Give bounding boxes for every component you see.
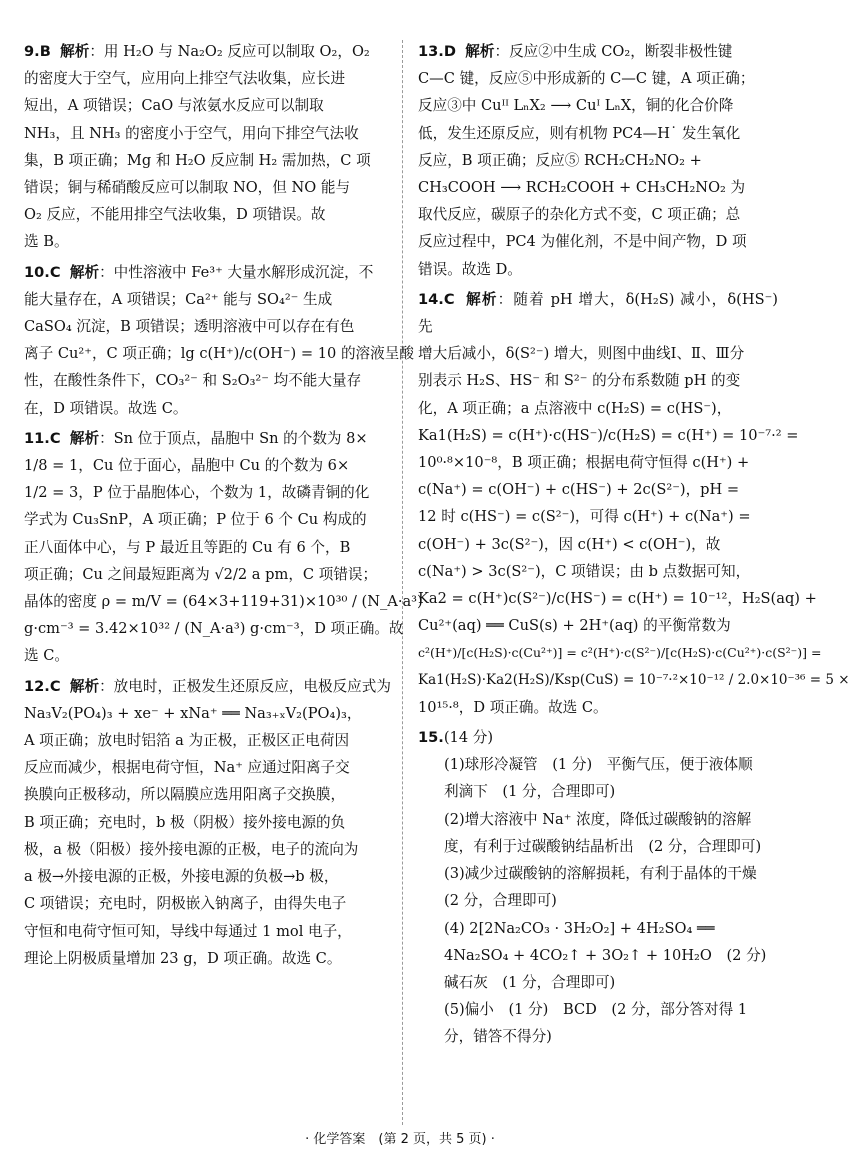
answer-line: (2 分，合理即可) — [444, 892, 557, 910]
answer-line: 反应③中 Cuᴵᴵ LₙX₂ ⟶ Cuᴵ LₙX，铜的化合价降 — [418, 97, 734, 115]
answer-line: 换膜向正极移动，所以隔膜应选用阳离子交换膜， — [24, 786, 346, 804]
question-number: 14.C — [418, 290, 455, 308]
answer-line: 极，a 极（阳极）接外接电源的正极，电子的流向为 — [24, 840, 359, 858]
answer-line: Na₃V₂(PO₄)₃ + xe⁻ + xNa⁺ ══ Na₃₊ₓV₂(PO₄)₃， — [24, 704, 362, 722]
answer-12: 12.C 解析：放电时，正极发生还原反应，电极反应式为 Na₃V₂(PO₄)₃ + xe⁻ + xNa⁺ ══ Na₃₊ₓV₂(PO₄)₃， A 项正确；放电时铝箔 a 为正极，正极区正电荷因 反应而减少，根据电荷守恒，Na⁺ 应通过阳离子交 换膜向正极移动，所以隔膜应选用阳离子交换膜， B 项正确；充电时，b 极（阴极）接外接电源的负 极，a 极（阳极）接外接电源的正极，电子的流向为 a 极→外接电源的正极，外接电源的负极→b 极， C 项错误；充电时，阴极嵌入钠离子，由得失电子 守恒和电荷守恒可知，导线中每通过 1 mol 电子， 理论上阴极质量增加 23 g，D 项正确。故选 C。 — [24, 673, 392, 972]
answer-line: 利滴下 (1 分，合理即可) — [444, 783, 616, 801]
answer-line: (3)减少过碳酸钠的溶解损耗，有利于晶体的干燥 — [444, 865, 757, 883]
answer-line: 低，发生还原反应，则有机物 PC4—H˙ 发生氧化 — [418, 124, 741, 142]
answer-line: Ka2 = c(H⁺)c(S²⁻)/c(HS⁻) = c(H⁺) = 10⁻¹²，H₂S(aq) + — [418, 590, 817, 608]
answer-line: (2)增大溶液中 Na⁺ 浓度，降低过碳酸钠的溶解 — [444, 810, 752, 828]
answer-line: A 项正确；放电时铝箔 a 为正极，正极区正电荷因 — [24, 732, 350, 750]
analysis-label: 解析 — [466, 290, 498, 308]
answer-line: (4) 2[2Na₂CO₃ · 3H₂O₂] + 4H₂SO₄ ══ — [444, 919, 715, 937]
answer-9: 9.B 解析：用 H₂O 与 Na₂O₂ 反应可以制取 O₂，O₂ 的密度大于空气，应用向上排空气法收集，应长进 短出，A 项错误；CaO 与浓氨水反应可以制取 NH₃，且 NH₃ 的密度小于空气，用向下排空气法收 集，B 项正确；Mg 和 H₂O 反应制 H₂ 需加热，C 项 错误；铜与稀硝酸反应可以制取 NO，但 NO 能与 O₂ 反应，不能用排空气法收集，D 项错误。故 选 B。 — [24, 38, 392, 256]
answer-line: 放电时，正极发生还原反应，电极反应式为 — [113, 677, 391, 695]
answer-line: 短出，A 项错误；CaO 与浓氨水反应可以制取 — [24, 97, 324, 115]
answer-line: 晶体的密度 ρ = m/V = (64×3+119+31)×10³⁰ / (N_A·a³) — [24, 593, 423, 611]
answer-line: 正八面体中心，与 P 最近且等距的 Cu 有 6 个，B — [24, 538, 351, 556]
answer-line: 化，A 项正确；a 点溶液中 c(H₂S) = c(HS⁻)， — [418, 399, 732, 417]
answer-line: CH₃COOH ⟶ RCH₂COOH + CH₃CH₂NO₂ 为 — [418, 179, 746, 197]
answer-14: 14.C 解析：随着 pH 增大，δ(H₂S) 减小，δ(HS⁻) 先 增大后减小，δ(S²⁻) 增大，则图中曲线Ⅰ、Ⅱ、Ⅲ分 别表示 H₂S、HS⁻ 和 S²⁻ 的分布系数随 pH 的变 化，A 项正确；a 点溶液中 c(H₂S) = c(HS⁻)， Ka1(H₂S) = c(H⁺)·c(HS⁻)/c(H₂S) = c(H⁺) = 10⁻⁷·² = 10⁰·⁸×10⁻⁸，B 项正确；根据电荷守恒得 c(H⁺) + c(Na⁺) = c(OH⁻) + c(HS⁻) + 2c(S²⁻)，pH = 12 时 c(HS⁻) = c(S²⁻)，可得 c(H⁺) + c(Na⁺) = c(OH⁻) + 3c(S²⁻)，因 c(H⁺) < c(OH⁻)，故 c(Na⁺) > 3c(S²⁻)，C 项错误；由 b 点数据可知， Ka2 = c(H⁺)c(S²⁻)/c(HS⁻) = c(H⁺) = 10⁻¹²，H₂S(aq) + Cu²⁺(aq) ══ CuS(s) + 2H⁺(aq) 的平衡常数为 c²(H⁺)/[c(H₂S)·c(Cu²⁺)] = c²(H⁺)·c(S²⁻)/[c(H₂S)·c(Cu²⁺)·c(S²⁻)] = Ka1(H₂S)·Ka2(H₂S)/Ksp(CuS) = 10⁻⁷·²×10⁻¹² / 2.0×10⁻³⁶ = 5 × 10¹⁵·⁸，D 项正确。故选 C。 — [418, 286, 778, 721]
answer-line: 碱石灰 (1 分，合理即可) — [444, 973, 616, 991]
answer-line: 在，D 项错误。故选 C。 — [24, 399, 188, 417]
score-label: (14 分) — [443, 729, 494, 747]
answer-line: 12 时 c(HS⁻) = c(S²⁻)，可得 c(H⁺) + c(Na⁺) = — [418, 508, 751, 526]
question-number: 15. — [418, 729, 444, 747]
answer-line: 离子 Cu²⁺，C 项正确；lg c(H⁺)/c(OH⁻) = 10 的溶液呈酸 — [24, 345, 414, 363]
answer-11: 11.C 解析：Sn 位于顶点，晶胞中 Sn 的个数为 8× 1/8 = 1，Cu 位于面心，晶胞中 Cu 的个数为 6× 1/2 = 3，P 位于晶胞体心，个数为 1，故磷青铜的化 学式为 Cu₃SnP，A 项正确；P 位于 6 个 Cu 构成的 正八面体中心，与 P 最近且等距的 Cu 有 6 个，B 项正确；Cu 之间最短距离为 √2/2 a pm，C 项错误； 晶体的密度 ρ = m/V = (64×3+119+31)×10³⁰ / (N_A·a³) g·cm⁻³ = 3.42×10³² / (N_A·a³) g·cm⁻³，D 项正确。故 选 C。 — [24, 425, 392, 670]
answer-line: 项正确；Cu 之间最短距离为 √2/2 a pm，C 项错误； — [24, 565, 378, 583]
answer-line: 集，B 项正确；Mg 和 H₂O 反应制 H₂ 需加热，C 项 — [24, 151, 371, 169]
answer-line: 别表示 H₂S、HS⁻ 和 S²⁻ 的分布系数随 pH 的变 — [418, 372, 741, 390]
answer-line: g·cm⁻³ = 3.42×10³² / (N_A·a³) g·cm⁻³，D 项正确。故 — [24, 620, 404, 638]
analysis-label: 解析 — [69, 429, 100, 447]
answer-line: 理论上阴极质量增加 23 g，D 项正确。故选 C。 — [24, 949, 342, 967]
answer-line: 随着 pH 增大，δ(H₂S) 减小，δ(HS⁻) 先 — [418, 290, 778, 336]
analysis-label: 解析 — [60, 43, 90, 60]
right-column — [418, 38, 850, 1054]
answer-line: CaSO₄ 沉淀，B 项错误；透明溶液中可以存在有色 — [24, 318, 355, 336]
answer-line: 能大量存在，A 项错误；Ca²⁺ 能与 SO₄²⁻ 生成 — [24, 290, 333, 308]
answer-line: 反应，B 项正确；反应⑤ RCH₂CH₂NO₂ + — [418, 151, 702, 169]
page-footer: · 化学答案 (第 2 页，共 5 页) · — [305, 1132, 495, 1147]
answer-line: 10⁰·⁸×10⁻⁸，B 项正确；根据电荷守恒得 c(H⁺) + — [418, 454, 750, 472]
answer-line: 反应②中生成 CO₂，断裂非极性键 — [509, 43, 733, 60]
answer-line: 分，错答不得分) — [444, 1028, 552, 1046]
analysis-label: 解析 — [69, 263, 100, 281]
answer-line: Ka1(H₂S) = c(H⁺)·c(HS⁻)/c(H₂S) = c(H⁺) = 10⁻⁷·² = — [418, 426, 799, 444]
answer-line: (1)球形冷凝管 (1 分) 平衡气压，便于液体顺 — [444, 756, 753, 774]
answer-line: 守恒和电荷守恒可知，导线中每通过 1 mol 电子， — [24, 922, 352, 940]
answer-10: 10.C 解析：中性溶液中 Fe³⁺ 大量水解形成沉淀，不 能大量存在，A 项错误；Ca²⁺ 能与 SO₄²⁻ 生成 CaSO₄ 沉淀，B 项错误；透明溶液中可以存在有色 离子 Cu²⁺，C 项正确；lg c(H⁺)/c(OH⁻) = 10 的溶液呈酸 性，在酸性条件下，CO₃²⁻ 和 S₂O₃²⁻ 均不能大量存 在，D 项错误。故选 C。 — [24, 259, 392, 422]
answer-line: 性，在酸性条件下，CO₃²⁻ 和 S₂O₃²⁻ 均不能大量存 — [24, 372, 362, 390]
question-number: 13.D — [418, 43, 456, 60]
question-number: 11.C — [24, 429, 61, 447]
answer-line: c(Na⁺) = c(OH⁻) + c(HS⁻) + 2c(S²⁻)，pH = — [418, 481, 740, 499]
answer-line: c²(H⁺)/[c(H₂S)·c(Cu²⁺)] = c²(H⁺)·c(S²⁻)/[c(H₂S)·c(Cu²⁺)·c(S²⁻)] = — [418, 645, 822, 661]
answer-line: Sn 位于顶点，晶胞中 Sn 的个数为 8× — [113, 429, 368, 447]
answer-line: 用 H₂O 与 Na₂O₂ 反应可以制取 O₂，O₂ — [103, 43, 370, 60]
answer-line: 错误；铜与稀硝酸反应可以制取 NO，但 NO 能与 — [24, 179, 351, 197]
answer-line: 选 B。 — [24, 233, 69, 251]
answer-line: C 项错误；充电时，阴极嵌入钠离子，由得失电子 — [24, 895, 347, 913]
answer-line: 1/8 = 1，Cu 位于面心，晶胞中 Cu 的个数为 6× — [24, 457, 350, 475]
answer-line: 的密度大于空气，应用向上排空气法收集，应长进 — [24, 70, 346, 88]
question-number: 9.B — [24, 43, 51, 60]
answer-line: 10¹⁵·⁸，D 项正确。故选 C。 — [418, 698, 608, 716]
answer-line: C—C 键，反应⑤中形成新的 C—C 键，A 项正确； — [418, 70, 755, 88]
answer-line: 增大后减小，δ(S²⁻) 增大，则图中曲线Ⅰ、Ⅱ、Ⅲ分 — [418, 345, 745, 363]
answer-line: 反应过程中，PC4 为催化剂，不是中间产物，D 项 — [418, 233, 747, 251]
answer-line: c(Na⁺) > 3c(S²⁻)，C 项错误；由 b 点数据可知， — [418, 562, 751, 580]
answer-line: Ka1(H₂S)·Ka2(H₂S)/Ksp(CuS) = 10⁻⁷·²×10⁻¹² / 2.0×10⁻³⁶ = 5 × — [418, 671, 850, 688]
answer-line: O₂ 反应，不能用排空气法收集，D 项错误。故 — [24, 206, 326, 224]
question-number: 12.C — [24, 677, 61, 695]
answer-line: 取代反应，碳原子的杂化方式不变，C 项正确；总 — [418, 206, 741, 224]
answer-line: 错误。故选 D。 — [418, 260, 522, 278]
answer-15 — [418, 724, 778, 1050]
column-divider — [402, 40, 403, 1125]
answer-line: 学式为 Cu₃SnP，A 项正确；P 位于 6 个 Cu 构成的 — [24, 511, 367, 529]
answer-line: 1/2 = 3，P 位于晶胞体心，个数为 1，故磷青铜的化 — [24, 484, 370, 502]
answer-line: Cu²⁺(aq) ══ CuS(s) + 2H⁺(aq) 的平衡常数为 — [418, 617, 731, 635]
answer-line: NH₃，且 NH₃ 的密度小于空气，用向下排空气法收 — [24, 124, 359, 142]
answer-line: 中性溶液中 Fe³⁺ 大量水解形成沉淀，不 — [113, 263, 374, 281]
question-number: 10.C — [24, 263, 61, 281]
answer-line: 选 C。 — [24, 647, 69, 665]
answer-line: B 项正确；充电时，b 极（阴极）接外接电源的负 — [24, 813, 346, 831]
answer-line: 度，有利于过碳酸钠结晶析出 (2 分，合理即可) — [444, 837, 762, 855]
answer-line: (5)偏小 (1 分) BCD (2 分，部分答对得 1 — [444, 1001, 748, 1019]
analysis-label: 解析 — [465, 43, 495, 60]
answer-line: a 极→外接电源的正极，外接电源的负极→b 极， — [24, 868, 339, 886]
left-column — [24, 38, 423, 975]
answer-line: 反应而减少，根据电荷守恒，Na⁺ 应通过阳离子交 — [24, 759, 350, 777]
answer-13: 13.D 解析：反应②中生成 CO₂，断裂非极性键 C—C 键，反应⑤中形成新的 C—C 键，A 项正确； 反应③中 Cuᴵᴵ LₙX₂ ⟶ Cuᴵ LₙX，铜的化合价降 低，发生还原反应，则有机物 PC4—H˙ 发生氧化 反应，B 项正确；反应⑤ RCH₂CH₂NO₂ + CH₃COOH ⟶ RCH₂COOH + CH₃CH₂NO₂ 为 取代反应，碳原子的杂化方式不变，C 项正确；总 反应过程中，PC4 为催化剂，不是中间产物，D 项 错误。故选 D。 — [418, 38, 778, 283]
answer-line: 4Na₂SO₄ + 4CO₂↑ + 3O₂↑ + 10H₂O (2 分) — [444, 946, 767, 964]
analysis-label: 解析 — [69, 677, 100, 695]
answer-line: c(OH⁻) + 3c(S²⁻)，因 c(H⁺) < c(OH⁻)，故 — [418, 535, 721, 553]
